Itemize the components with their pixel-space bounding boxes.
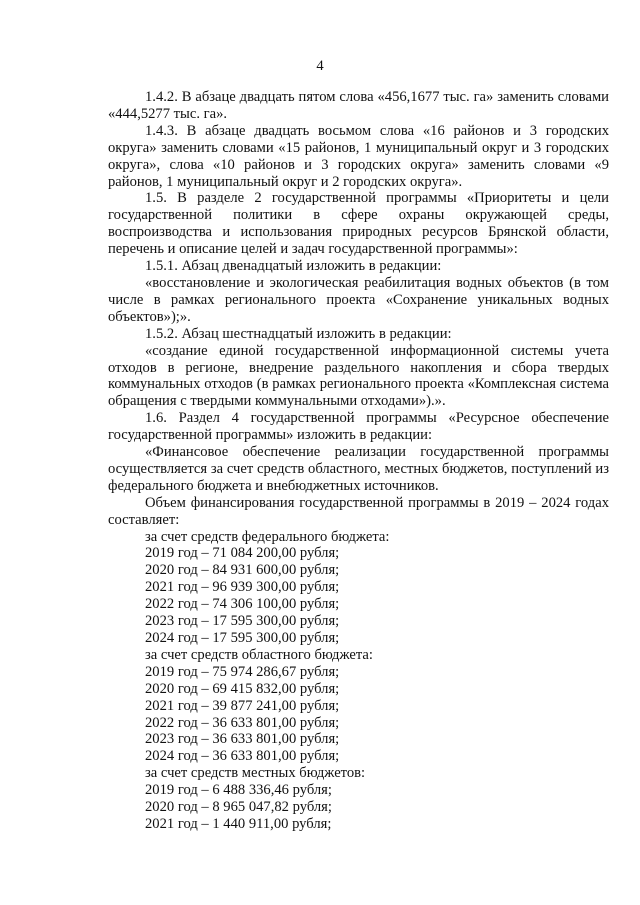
federal-year-line: 2020 год – 84 931 600,00 рубля; (145, 562, 340, 579)
regional-year-line: 2023 год – 36 633 801,00 рубля; (145, 731, 340, 748)
paragraph-1-4-3: 1.4.3. В абзаце двадцать восьмом слова «16 районов и 3 городских округа» заменить словами «15 районов, 1 муниципальный округ и 3 городских округа», слова «10 районов и 3 городских округа» заменить словами «9 районов, 1 муниципальный округ и 2 городских округа». (108, 122, 609, 190)
quote-paragraph-1-5-1: «восстановление и экологическая реабилитация водных объектов (в том числе в рамках регионального проекта «Сохранение уникальных водных объектов»);». (108, 274, 609, 325)
quote-paragraph-1-5-2: «создание единой государственной информационной системы учета отходов в регионе, внедрение раздельного накопления и сбора твердых коммунальных отходов (в рамках регионального проекта «Комплексная система обращения с твердыми коммунальными отходами»).». (108, 342, 609, 410)
federal-budget-heading: за счет средств федерального бюджета: (145, 528, 390, 545)
regional-year-line: 2021 год – 39 877 241,00 рубля; (145, 697, 340, 714)
federal-year-line: 2019 год – 71 084 200,00 рубля; (145, 545, 340, 562)
document-body (108, 89, 609, 833)
regional-year-line: 2022 год – 36 633 801,00 рубля; (145, 714, 340, 731)
federal-year-line: 2023 год – 17 595 300,00 рубля; (145, 613, 340, 630)
paragraph-1-5: 1.5. В разделе 2 государственной программы «Приоритеты и цели государственной политики в сфере охраны окружающей среды, воспроизводства и использования природных ресурсов Брянской области, перечень и описание целей и задач государственной программы»: (108, 190, 609, 258)
local-year-line: 2019 год – 6 488 336,46 рубля; (145, 782, 332, 799)
regional-year-line: 2024 год – 36 633 801,00 рубля; (145, 748, 340, 765)
federal-year-line: 2022 год – 74 306 100,00 рубля; (145, 596, 340, 613)
regional-budget-heading: за счет средств областного бюджета: (145, 646, 373, 663)
regional-year-line: 2020 год – 69 415 832,00 рубля; (145, 680, 340, 697)
regional-year-line: 2019 год – 75 974 286,67 рубля; (145, 663, 340, 680)
quote-financing-paragraph: «Финансовое обеспечение реализации государственной программы осуществляется за счет средств областного, местных бюджетов, поступлений из федерального бюджета и внебюджетных источников. (108, 444, 609, 494)
paragraph-1-5-1: 1.5.1. Абзац двенадцатый изложить в редакции: (145, 258, 442, 275)
paragraph-1-6: 1.6. Раздел 4 государственной программы «Ресурсное обеспечение государственной программы» изложить в редакции: (108, 410, 609, 444)
paragraph-1-4-2: 1.4.2. В абзаце двадцать пятом слова «456,1677 тыс. га» заменить словами «444,5277 тыс. га». (108, 89, 609, 122)
local-year-line: 2020 год – 8 965 047,82 рубля; (145, 799, 332, 816)
local-year-line: 2021 год – 1 440 911,00 рубля; (145, 815, 332, 832)
paragraph-1-5-2: 1.5.2. Абзац шестнадцатый изложить в редакции: (145, 325, 452, 342)
financing-volume-paragraph: Объем финансирования государственной программы в 2019 – 2024 годах составляет: (108, 494, 609, 528)
federal-year-line: 2024 год – 17 595 300,00 рубля; (145, 630, 340, 646)
local-budget-heading: за счет средств местных бюджетов: (145, 765, 366, 782)
page-number: 4 (316, 58, 324, 74)
federal-year-line: 2021 год – 96 939 300,00 рубля; (145, 579, 340, 596)
